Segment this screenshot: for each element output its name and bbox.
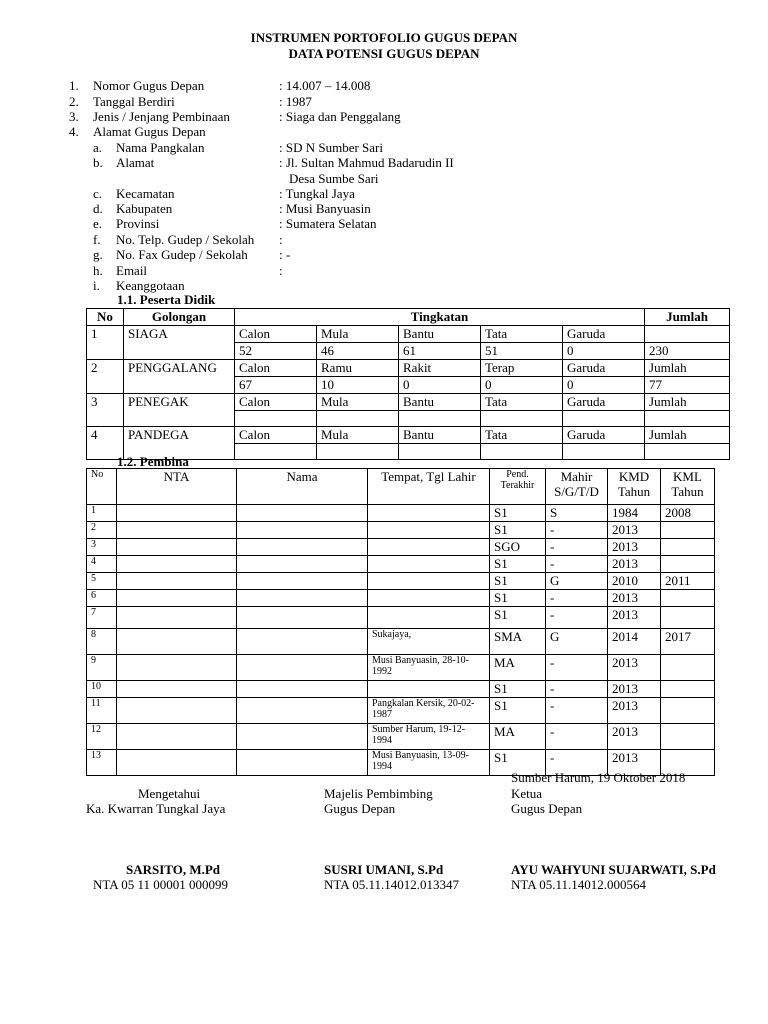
level-label: Tata (481, 427, 563, 444)
row-ttl (368, 573, 490, 590)
level-label: Tata (481, 394, 563, 411)
field-label: No. Telp. Gudep / Sekolah (116, 232, 255, 247)
row-nama (237, 724, 368, 750)
field-letter: c. (93, 186, 103, 201)
level-label: Tata (481, 326, 563, 343)
level-value (481, 411, 563, 427)
sig3-title: Ketua (511, 786, 543, 801)
row-nta (117, 556, 237, 573)
row-ttl: Sumber Harum, 19-12-1994 (368, 724, 490, 750)
field-value: : Tungkal Jaya (279, 186, 355, 201)
row-nta (117, 698, 237, 724)
row-ttl: Sukajaya, (368, 629, 490, 655)
row-mahir: - (546, 655, 608, 681)
level-value: 67 (235, 377, 317, 394)
document-title: INSTRUMEN PORTOFOLIO GUGUS DEPAN (250, 30, 518, 45)
row-no: 6 (87, 590, 117, 607)
row-kmd: 2013 (608, 724, 661, 750)
row-mahir: - (546, 607, 608, 629)
row-no: 7 (87, 607, 117, 629)
level-value (481, 444, 563, 460)
row-kml (661, 655, 715, 681)
field-value: : (279, 263, 283, 278)
field-letter: g. (93, 247, 103, 262)
group-no: 1 (87, 326, 124, 360)
peserta-didik-table (86, 308, 730, 460)
level-value (399, 444, 481, 460)
row-nta (117, 505, 237, 522)
level-label: Garuda (563, 394, 645, 411)
row-nta (117, 522, 237, 539)
level-label: Calon (235, 427, 317, 444)
row-mahir: G (546, 573, 608, 590)
field-label: Email (116, 263, 148, 278)
group-name: PENGGALANG (124, 360, 235, 394)
sig1-title: Mengetahui (138, 786, 201, 801)
field-value: : SD N Sumber Sari (279, 140, 383, 155)
row-nama (237, 698, 368, 724)
row-ttl (368, 681, 490, 698)
row-pend: S1 (490, 505, 546, 522)
header-nama: Nama (237, 469, 368, 505)
field-number: 2. (69, 94, 79, 109)
header-kmd: KMD Tahun (608, 469, 661, 505)
row-kml (661, 724, 715, 750)
row-nama (237, 681, 368, 698)
level-label: Bantu (399, 427, 481, 444)
field-value: : 14.007 – 14.008 (279, 78, 371, 93)
field-label: Keanggotaan (116, 278, 185, 293)
row-kml (661, 539, 715, 556)
row-ttl (368, 590, 490, 607)
row-pend: S1 (490, 750, 546, 776)
row-kmd: 2013 (608, 539, 661, 556)
row-nama (237, 522, 368, 539)
header-no: No (87, 469, 117, 505)
row-mahir: - (546, 522, 608, 539)
row-nta (117, 724, 237, 750)
field-letter: e. (93, 216, 103, 231)
row-no: 9 (87, 655, 117, 681)
row-pend: S1 (490, 698, 546, 724)
row-mahir: - (546, 750, 608, 776)
row-nama (237, 607, 368, 629)
level-label: Bantu (399, 326, 481, 343)
level-label: Calon (235, 394, 317, 411)
level-label: Bantu (399, 394, 481, 411)
group-name: SIAGA (124, 326, 235, 360)
row-nama (237, 750, 368, 776)
header-tingkatan: Tingkatan (235, 309, 645, 326)
field-letter: a. (93, 140, 103, 155)
row-no: 8 (87, 629, 117, 655)
level-value (317, 411, 399, 427)
row-kmd: 2013 (608, 556, 661, 573)
row-ttl: Musi Banyuasin, 28-10-1992 (368, 655, 490, 681)
row-kmd: 2013 (608, 655, 661, 681)
header-tempat-tgl-lahir: Tempat, Tgl Lahir (368, 469, 490, 505)
level-label: Garuda (563, 360, 645, 377)
row-kml (661, 556, 715, 573)
row-ttl (368, 522, 490, 539)
level-value: 0 (399, 377, 481, 394)
field-value: : (279, 232, 283, 247)
field-label: Kabupaten (116, 201, 173, 216)
row-pend: S1 (490, 590, 546, 607)
field-value: : Musi Banyuasin (279, 201, 371, 216)
level-value (235, 411, 317, 427)
total-value (645, 411, 730, 427)
group-no: 3 (87, 394, 124, 427)
row-nta (117, 750, 237, 776)
row-kml: 2008 (661, 505, 715, 522)
level-value: 0 (563, 377, 645, 394)
row-kmd: 1984 (608, 505, 661, 522)
row-ttl: Musi Banyuasin, 13-09-1994 (368, 750, 490, 776)
level-value (563, 411, 645, 427)
field-letter: d. (93, 201, 103, 216)
sig3-role: Gugus Depan (511, 801, 583, 816)
row-pend: S1 (490, 607, 546, 629)
level-label: Jumlah (645, 394, 730, 411)
document-subtitle: DATA POTENSI GUGUS DEPAN (288, 46, 480, 61)
level-value: 0 (563, 343, 645, 360)
section-pembina-title: 1.2. Pembina (117, 454, 189, 469)
level-label: Calon (235, 360, 317, 377)
row-kml (661, 607, 715, 629)
row-no: 1 (87, 505, 117, 522)
row-ttl (368, 607, 490, 629)
place-date: Sumber Harum, 19 Oktober 2018 (511, 770, 686, 785)
field-value: : - (279, 247, 291, 262)
row-kmd: 2013 (608, 681, 661, 698)
field-letter: b. (93, 155, 103, 170)
row-kmd: 2010 (608, 573, 661, 590)
row-mahir: - (546, 556, 608, 573)
group-no: 2 (87, 360, 124, 394)
row-nta (117, 590, 237, 607)
row-kmd: 2013 (608, 750, 661, 776)
row-nama (237, 573, 368, 590)
field-label: Nama Pangkalan (116, 140, 205, 155)
field-number: 1. (69, 78, 79, 93)
field-value: : Siaga dan Penggalang (279, 109, 401, 124)
header-jumlah: Jumlah (645, 309, 730, 326)
header-pend-terakhir: Pend. Terakhir (490, 469, 546, 505)
row-nta (117, 629, 237, 655)
row-nta (117, 655, 237, 681)
header-no: No (87, 309, 124, 326)
level-label: Jumlah (645, 427, 730, 444)
level-label: Calon (235, 326, 317, 343)
row-kmd: 2013 (608, 698, 661, 724)
pembina-table (86, 468, 715, 776)
row-mahir: - (546, 724, 608, 750)
row-pend: S1 (490, 681, 546, 698)
sig2-role: Gugus Depan (324, 801, 396, 816)
field-number: 3. (69, 109, 79, 124)
sig1-nta: NTA 05 11 00001 000099 (93, 877, 228, 892)
level-value (399, 411, 481, 427)
section-peserta-title: 1.1. Peserta Didik (117, 292, 216, 307)
level-value: 61 (399, 343, 481, 360)
row-kml (661, 698, 715, 724)
header-golongan: Golongan (124, 309, 235, 326)
field-value: : 1987 (279, 94, 312, 109)
field-label: Provinsi (116, 216, 160, 231)
field-letter: h. (93, 263, 103, 278)
row-ttl (368, 539, 490, 556)
level-label: Garuda (563, 326, 645, 343)
row-nama (237, 590, 368, 607)
field-value: Desa Sumbe Sari (289, 171, 379, 186)
row-kmd: 2013 (608, 522, 661, 539)
row-mahir: - (546, 539, 608, 556)
row-pend: S1 (490, 556, 546, 573)
row-mahir: - (546, 681, 608, 698)
level-label: Terap (481, 360, 563, 377)
level-value: 0 (481, 377, 563, 394)
row-pend: S1 (490, 573, 546, 590)
field-value: : Jl. Sultan Mahmud Badarudin II (279, 155, 454, 170)
row-nta (117, 539, 237, 556)
level-value (235, 444, 317, 460)
row-no: 2 (87, 522, 117, 539)
header-mahir: Mahir S/G/T/D (546, 469, 608, 505)
row-nta (117, 681, 237, 698)
row-no: 3 (87, 539, 117, 556)
row-mahir: - (546, 590, 608, 607)
row-no: 10 (87, 681, 117, 698)
level-label: Mula (317, 394, 399, 411)
row-kmd: 2013 (608, 590, 661, 607)
group-name: PANDEGA (124, 427, 235, 460)
level-value: 46 (317, 343, 399, 360)
row-kmd: 2013 (608, 607, 661, 629)
sig1-role: Ka. Kwarran Tungkal Jaya (86, 801, 226, 816)
row-ttl (368, 556, 490, 573)
level-label: Jumlah (645, 360, 730, 377)
row-nama (237, 539, 368, 556)
level-label: Garuda (563, 427, 645, 444)
level-value (317, 444, 399, 460)
row-nta (117, 607, 237, 629)
group-name: PENEGAK (124, 394, 235, 427)
row-nama (237, 505, 368, 522)
level-label (645, 326, 730, 343)
sig1-name: SARSITO, M.Pd (126, 862, 221, 877)
field-value: : Sumatera Selatan (279, 216, 377, 231)
row-no: 13 (87, 750, 117, 776)
row-kml (661, 522, 715, 539)
sig2-title: Majelis Pembimbing (324, 786, 433, 801)
row-pend: SGO (490, 539, 546, 556)
row-ttl (368, 505, 490, 522)
total-value: 77 (645, 377, 730, 394)
level-label: Ramu (317, 360, 399, 377)
sig2-nta: NTA 05.11.14012.013347 (324, 877, 459, 892)
total-value: 230 (645, 343, 730, 360)
row-mahir: S (546, 505, 608, 522)
level-value: 51 (481, 343, 563, 360)
row-pend: MA (490, 655, 546, 681)
row-nta (117, 573, 237, 590)
row-mahir: G (546, 629, 608, 655)
row-no: 5 (87, 573, 117, 590)
row-pend: SMA (490, 629, 546, 655)
row-kml (661, 681, 715, 698)
row-pend: MA (490, 724, 546, 750)
row-nama (237, 556, 368, 573)
sig3-nta: NTA 05.11.14012.000564 (511, 877, 646, 892)
sig2-name: SUSRI UMANI, S.Pd (324, 862, 444, 877)
row-no: 11 (87, 698, 117, 724)
row-kml: 2017 (661, 629, 715, 655)
level-value: 52 (235, 343, 317, 360)
row-no: 4 (87, 556, 117, 573)
row-ttl: Pangkalan Kersik, 20-02-1987 (368, 698, 490, 724)
row-no: 12 (87, 724, 117, 750)
row-pend: S1 (490, 522, 546, 539)
level-label: Mula (317, 427, 399, 444)
level-label: Rakit (399, 360, 481, 377)
field-label: Tanggal Berdiri (93, 94, 175, 109)
level-label: Mula (317, 326, 399, 343)
level-value: 10 (317, 377, 399, 394)
field-label: Alamat Gugus Depan (93, 124, 206, 139)
row-kmd: 2014 (608, 629, 661, 655)
row-nama (237, 655, 368, 681)
field-label: Nomor Gugus Depan (93, 78, 205, 93)
field-label: Jenis / Jenjang Pembinaan (93, 109, 230, 124)
field-label: Kecamatan (116, 186, 175, 201)
header-kml: KML Tahun (661, 469, 715, 505)
field-number: 4. (69, 124, 79, 139)
sig3-name: AYU WAHYUNI SUJARWATI, S.Pd (511, 862, 716, 877)
level-value (563, 444, 645, 460)
row-kml: 2011 (661, 573, 715, 590)
field-letter: f. (93, 232, 101, 247)
field-letter: i. (93, 278, 100, 293)
header-nta: NTA (117, 469, 237, 505)
field-label: No. Fax Gudep / Sekolah (116, 247, 248, 262)
total-value (645, 444, 730, 460)
field-label: Alamat (116, 155, 155, 170)
group-no: 4 (87, 427, 124, 460)
row-mahir: - (546, 698, 608, 724)
row-kml (661, 590, 715, 607)
row-nama (237, 629, 368, 655)
